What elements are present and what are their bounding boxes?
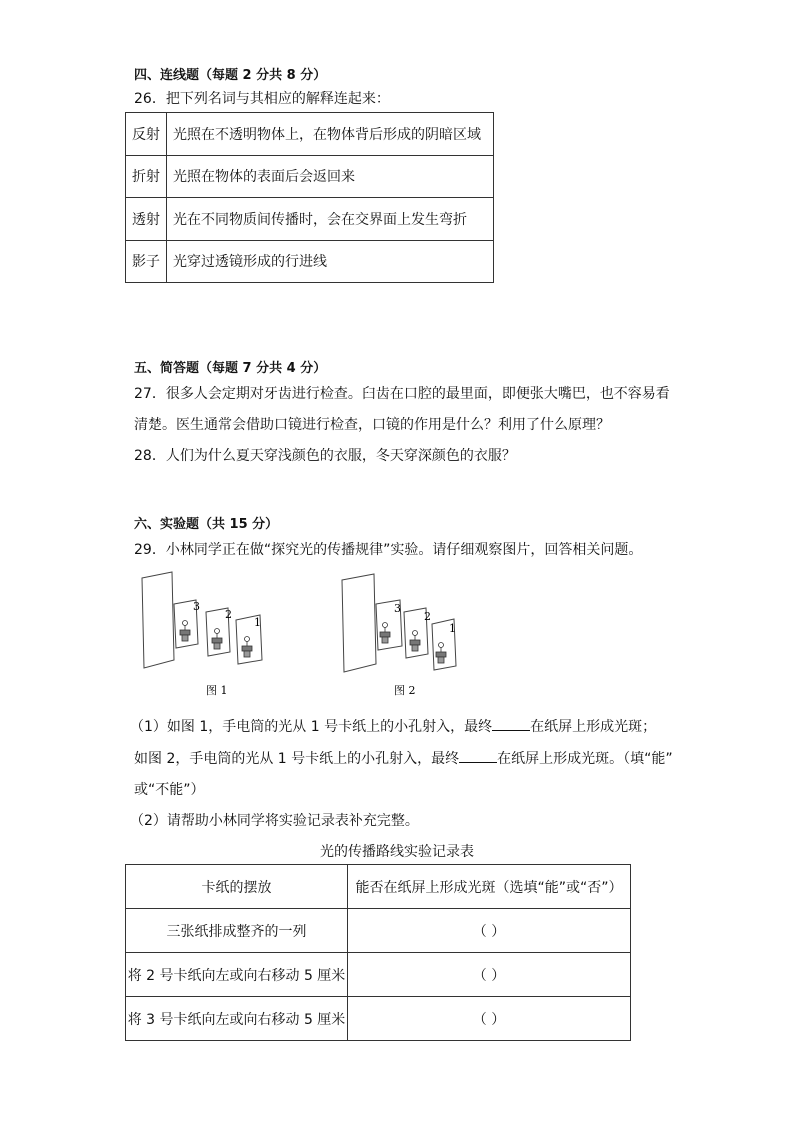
card-number: 3 bbox=[193, 600, 200, 613]
part-2: （2）请帮助小林同学将实验记录表补充完整。 bbox=[130, 813, 419, 829]
table-row bbox=[126, 953, 631, 997]
figure-1 bbox=[136, 568, 286, 700]
figure-label: 图 1 bbox=[206, 684, 228, 697]
part-1-text-c: 如图 2，手电筒的光从 1 号卡纸上的小孔射入，最终 bbox=[134, 751, 460, 767]
question-29: 29．小林同学正在做“探究光的传播规律”实验。请仔细观察图片，回答相关问题。 bbox=[134, 542, 643, 558]
part-1-text-d: 在纸屏上形成光斑。（填“能” bbox=[497, 751, 673, 767]
card-number: 1 bbox=[449, 622, 456, 635]
answer-cell[interactable]: （ ） bbox=[348, 997, 631, 1041]
part-1-line2 bbox=[134, 748, 673, 768]
table-row bbox=[126, 198, 494, 241]
question-27-line1: 27．很多人会定期对牙齿进行检查。臼齿在口腔的最里面，即便张大嘴巴，也不容易看 bbox=[134, 386, 670, 402]
section6-title: 六、实验题（共 15 分） bbox=[134, 517, 279, 532]
term-cell: 影子 bbox=[126, 240, 167, 283]
description-cell: 光穿过透镜形成的行进线 bbox=[167, 240, 494, 283]
description-cell: 光照在物体的表面后会返回来 bbox=[167, 155, 494, 198]
arrangement-cell: 三张纸排成整齐的一列 bbox=[126, 909, 348, 953]
table-row bbox=[126, 240, 494, 283]
part-1-text-b: 在纸屏上形成光斑； bbox=[530, 719, 657, 735]
paper-screen bbox=[142, 572, 174, 668]
arrangement-cell: 将 2 号卡纸向左或向右移动 5 厘米 bbox=[126, 953, 348, 997]
matching-table bbox=[125, 112, 494, 283]
section4-title: 四、连线题（每题 2 分共 8 分） bbox=[134, 68, 327, 83]
answer-cell[interactable]: （ ） bbox=[348, 953, 631, 997]
description-cell: 光在不同物质间传播时，会在交界面上发生弯折 bbox=[167, 198, 494, 241]
figure-label: 图 2 bbox=[394, 684, 416, 697]
header-cell: 卡纸的摆放 bbox=[126, 865, 348, 909]
answer-blank[interactable] bbox=[459, 750, 497, 763]
term-cell: 折射 bbox=[126, 155, 167, 198]
question-26: 26．把下列名词与其相应的解释连起来： bbox=[134, 91, 390, 107]
card-number: 3 bbox=[394, 602, 401, 615]
part-1-line1 bbox=[130, 716, 656, 736]
table-caption: 光的传播路线实验记录表 bbox=[320, 844, 474, 860]
arrangement-cell: 将 3 号卡纸向左或向右移动 5 厘米 bbox=[126, 997, 348, 1041]
table-row bbox=[126, 909, 631, 953]
term-cell: 透射 bbox=[126, 198, 167, 241]
header-cell: 能否在纸屏上形成光斑（选填“能”或“否”） bbox=[348, 865, 631, 909]
record-table bbox=[125, 864, 631, 1041]
figure-2 bbox=[336, 568, 486, 700]
card-number: 2 bbox=[225, 608, 232, 621]
table-row bbox=[126, 155, 494, 198]
question-27-line2: 清楚。医生通常会借助口镜进行检查，口镜的作用是什么？利用了什么原理？ bbox=[134, 417, 610, 433]
part-1-line3: 或“不能”） bbox=[134, 782, 205, 798]
table-row bbox=[126, 997, 631, 1041]
paper-screen bbox=[342, 574, 376, 672]
part-1-text-a: （1）如图 1，手电筒的光从 1 号卡纸上的小孔射入，最终 bbox=[130, 719, 493, 735]
term-cell: 反射 bbox=[126, 113, 167, 156]
card-number: 1 bbox=[254, 616, 261, 629]
section5-title: 五、简答题（每题 7 分共 4 分） bbox=[134, 361, 327, 376]
answer-blank[interactable] bbox=[492, 718, 530, 731]
answer-cell[interactable]: （ ） bbox=[348, 909, 631, 953]
table-row bbox=[126, 113, 494, 156]
card-number: 2 bbox=[424, 610, 431, 623]
question-28: 28．人们为什么夏天穿浅颜色的衣服，冬天穿深颜色的衣服？ bbox=[134, 448, 516, 464]
table-header-row bbox=[126, 865, 631, 909]
description-cell: 光照在不透明物体上，在物体背后形成的阴暗区域 bbox=[167, 113, 494, 156]
